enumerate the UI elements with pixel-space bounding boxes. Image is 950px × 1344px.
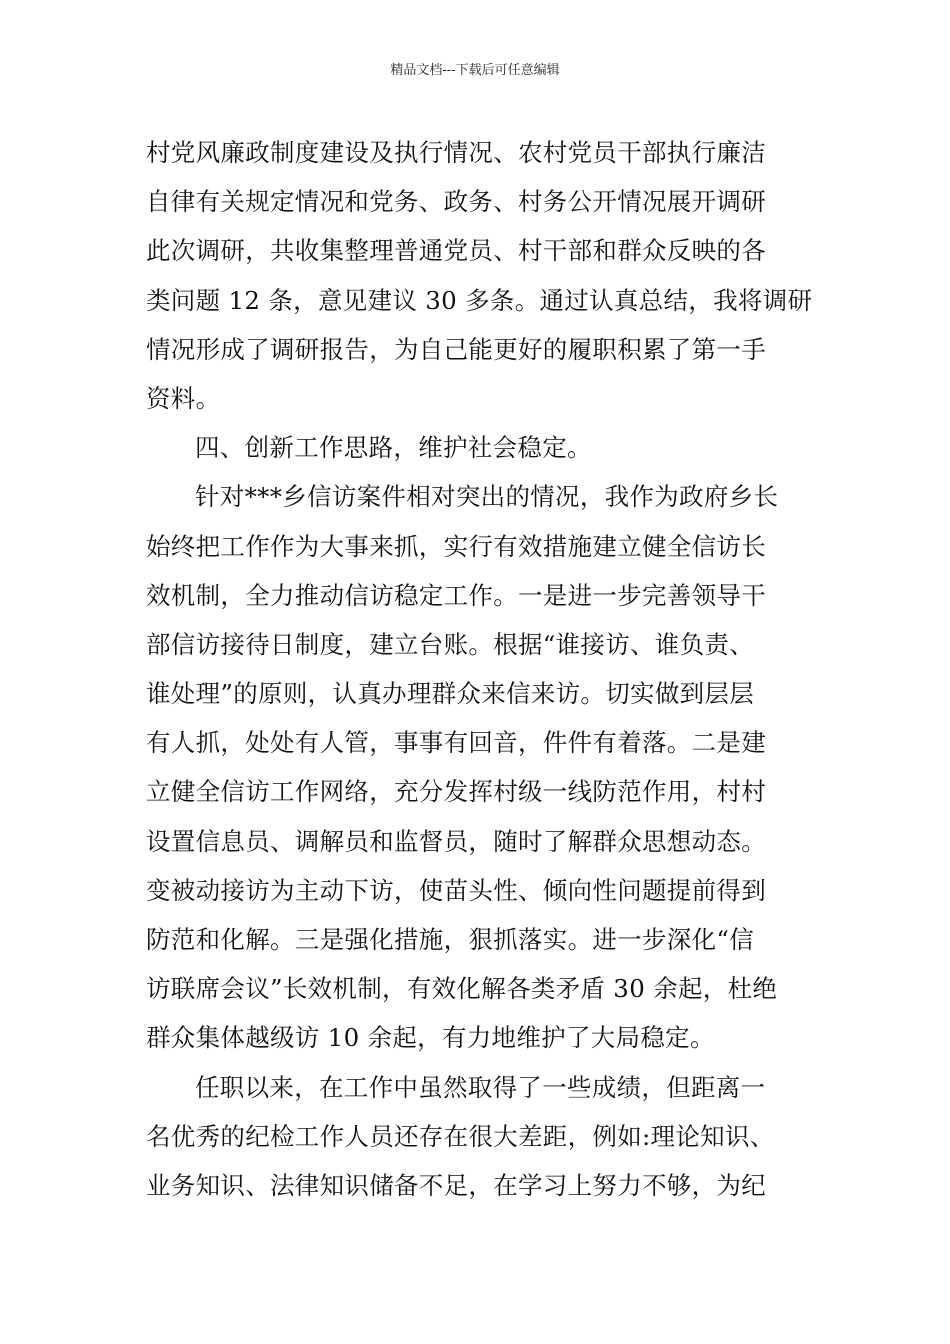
text-line: 针对***乡信访案件相对突出的情况，我作为政府乡长: [195, 482, 779, 512]
text-line: 村党风廉政制度建设及执行情况、农村党员干部执行廉洁: [146, 138, 766, 167]
page-header: 精品文档---下载后可任意编辑: [390, 63, 560, 78]
text-line: 效机制，全力推动信访稳定工作。一是进一步完善领导干: [146, 580, 766, 610]
text-line: 群众集体越级访 10 余起，有力地维护了大局稳定。: [146, 1023, 715, 1053]
text-line: 访联席会议”长效机制，有效化解各类矛盾 30 余起，杜绝: [146, 974, 778, 1004]
text-line: 立健全信访工作网络，充分发挥村级一线防范作用，村村: [146, 777, 766, 807]
text-line: 业务知识、法律知识储备不足，在学习上努力不够，为纪: [146, 1170, 766, 1200]
text-line: 情况形成了调研报告，为自己能更好的履职积累了第一手: [146, 334, 766, 364]
text-line: 设置信息员、调解员和监督员，随时了解群众思想动态。: [146, 826, 766, 856]
text-line: 自律有关规定情况和党务、政务、村务公开情况展开调研: [146, 187, 766, 217]
text-line: 类问题 12 条，意见建议 30 多条。通过认真总结，我将调研: [146, 285, 813, 315]
text-line: 资料。: [146, 383, 221, 413]
text-line: 谁处理”的原则，认真办理群众来信来访。切实做到层层: [146, 679, 755, 709]
text-line: 任职以来，在工作中虽然取得了一些成绩，但距离一: [195, 1072, 766, 1102]
text-line: 此次调研，共收集整理普通党员、村干部和群众反映的各: [146, 236, 766, 266]
text-line: 变被动接访为主动下访，使苗头性、倾向性问题提前得到: [146, 875, 766, 905]
text-line: 部信访接待日制度，建立台账。根据“谁接访、谁负责、: [146, 629, 755, 659]
text-line: 防范和化解。三是强化措施，狠抓落实。进一步深化“信: [146, 925, 755, 954]
text-line: 名优秀的纪检工作人员还存在很大差距，例如:理论知识、: [146, 1121, 775, 1151]
document-body: [146, 128, 813, 1210]
text-line: 始终把工作作为大事来抓，实行有效措施建立健全信访长: [146, 531, 766, 561]
text-line: 有人抓，处处有人管，事事有回音，件件有着落。二是建: [146, 728, 766, 758]
section-heading: 四、创新工作思路，维护社会稳定。: [195, 433, 592, 463]
